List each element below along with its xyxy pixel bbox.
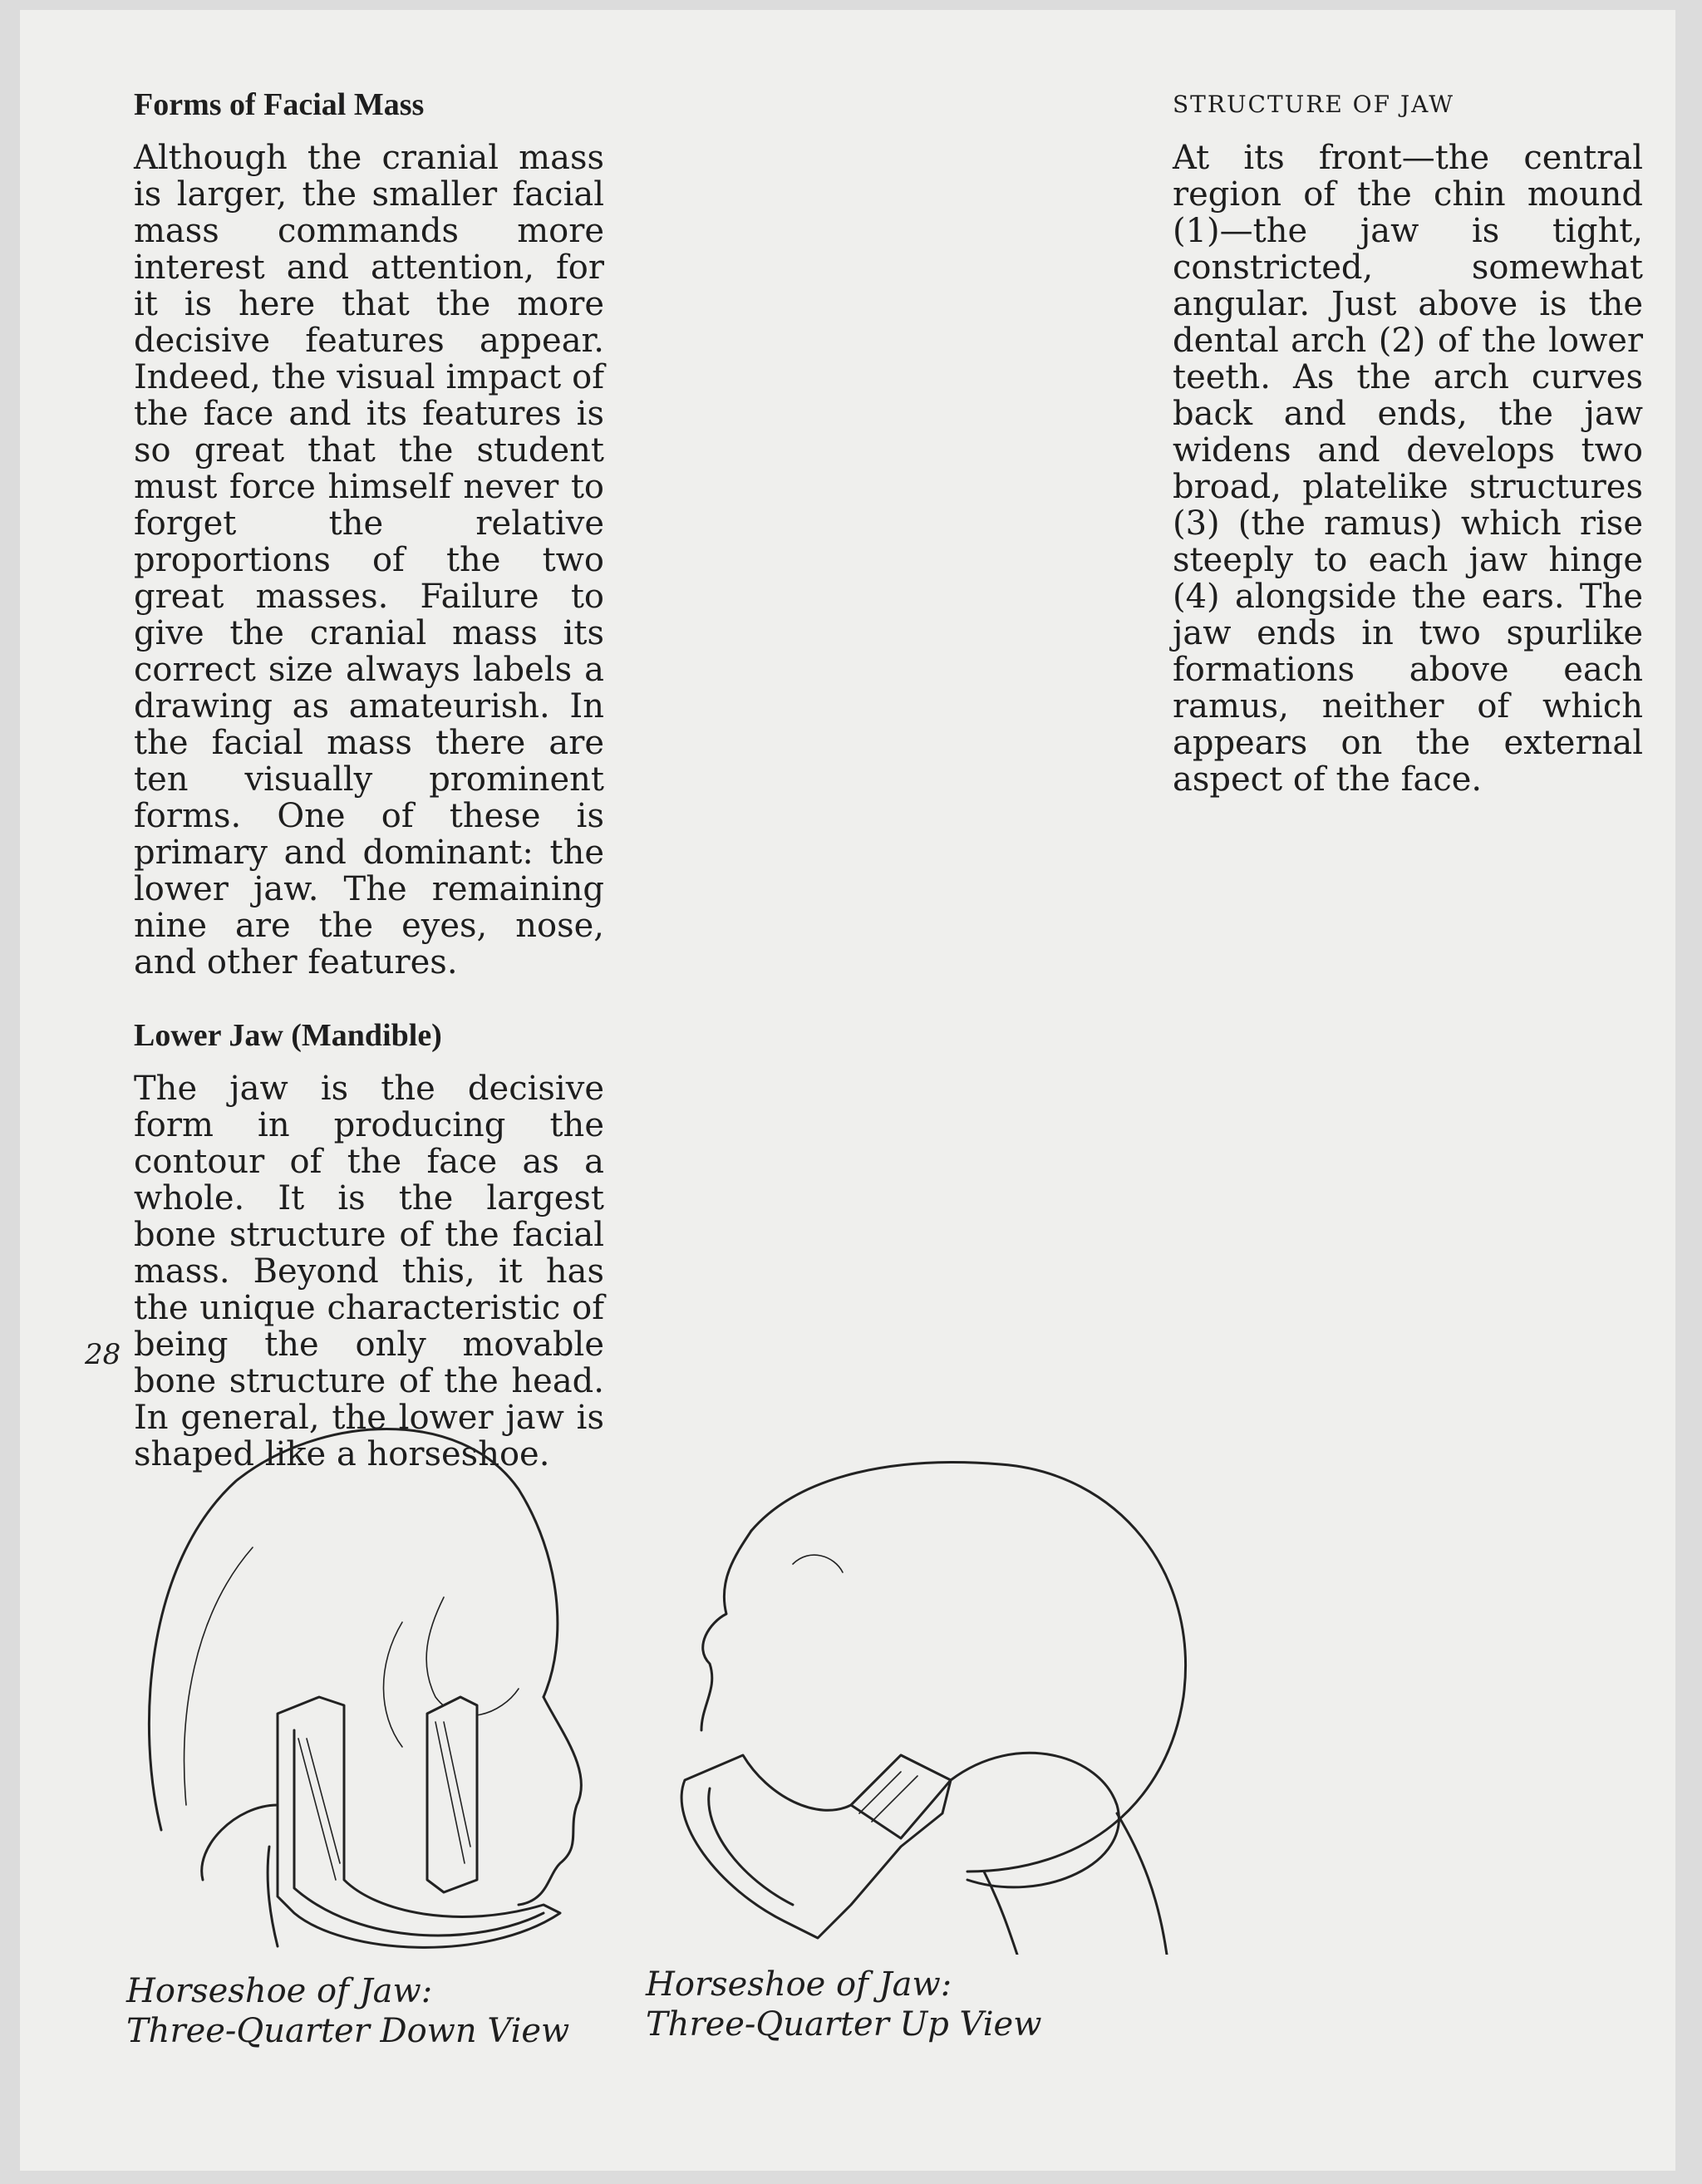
paragraph-structure-of-jaw: At its front—the central region of the chin mound (1)—the jaw is tight, constricted, somewhat angular. Just above is the dental arch (2) of the lower teeth. As the arch curves back and ends, the jaw widens and develops two broad, platelike structures (3) (the ramus) which rise steeply to each jaw hinge (4) alongside the ears. The jaw ends in two spurlike formations above each ramus, neither of which appears on the external aspect of the face. [1173, 139, 1643, 799]
caption-up-view [646, 1965, 1041, 2044]
head-down-view-illustration [128, 1414, 593, 1963]
caption-down-view-line1: Horseshoe of Jaw: [126, 1972, 433, 2010]
paragraph-lower-jaw: The jaw is the decisive form in producing the contour of the face as a whole. It is the largest bone structure of the facial mass. Beyond this, it has the unique characteristic of being the only movable bone structure of the head. In general, the lower jaw is shaped like a horseshoe. [134, 1070, 604, 1473]
left-column [134, 86, 604, 1473]
caption-up-view-line1: Horseshoe of Jaw: [646, 1965, 952, 2004]
heading-forms-of-facial-mass: Forms of Facial Mass [134, 87, 425, 122]
figure-jaw-down-view [128, 1414, 593, 1963]
heading-lower-jaw: Lower Jaw (Mandible) [134, 1018, 442, 1053]
caption-down-view [126, 1971, 569, 2051]
right-column [1173, 86, 1643, 798]
page-number: 28 [85, 1338, 121, 1371]
caption-up-view-line2: Three-Quarter Up View [646, 2005, 1042, 2044]
figure-jaw-up-view [652, 1456, 1208, 1955]
caption-down-view-line2: Three-Quarter Down View [126, 2012, 570, 2050]
running-head: STRUCTURE OF JAW [1173, 91, 1455, 118]
book-page [20, 10, 1675, 2171]
head-up-view-illustration [652, 1456, 1208, 1955]
paragraph-facial-mass: Although the cranial mass is larger, the smaller facial mass commands more interest and attention, for it is here that the more decisive features appear. Indeed, the visual impact of the face and its features is so great that the student must force himself never to forget the relative proportions of the two great masses. Failure to give the cranial mass its correct size always labels a drawing as amateurish. In the facial mass there are ten visually prominent forms. One of these is primary and dominant: the lower jaw. The remaining nine are the eyes, nose, and other features. [134, 139, 604, 981]
